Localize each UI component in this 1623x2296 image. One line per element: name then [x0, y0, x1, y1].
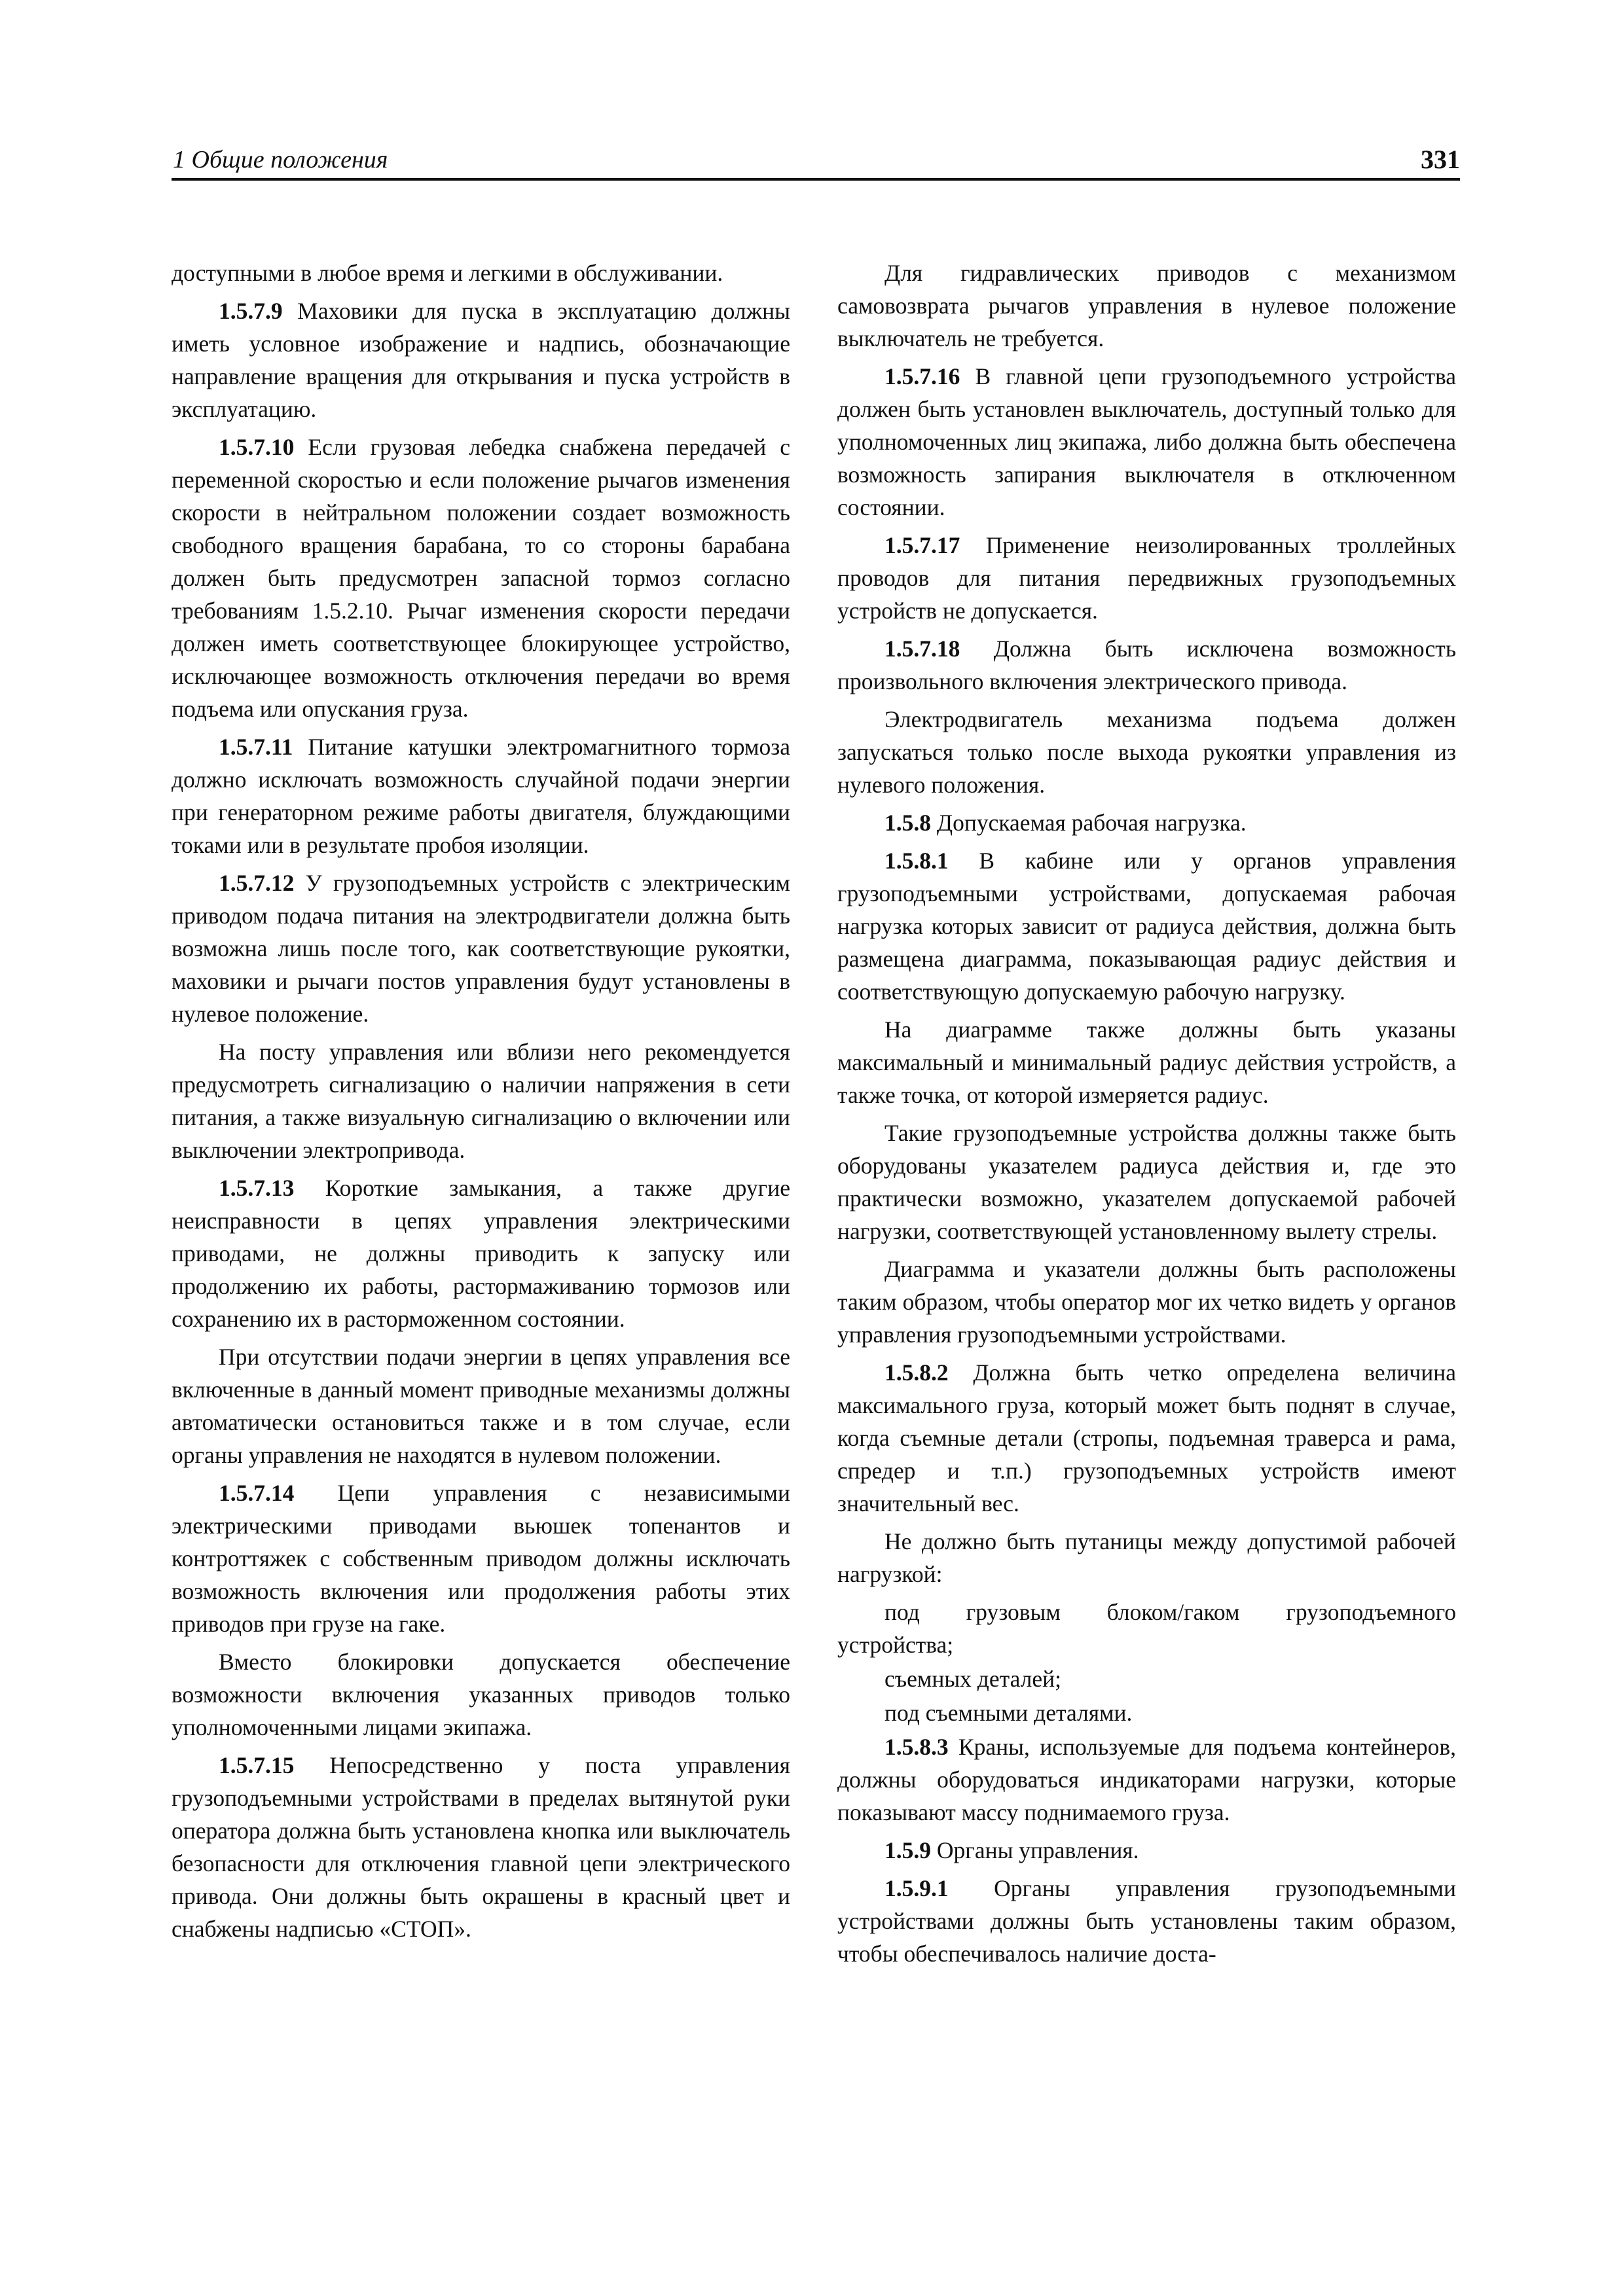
clause-paragraph	[172, 867, 790, 1030]
right-column	[837, 257, 1456, 1975]
clause-number: 1.5.9.1	[884, 1875, 949, 1901]
paragraph-text: под съемными деталями.	[884, 1700, 1133, 1726]
paragraph	[172, 1645, 790, 1744]
clause-number: 1.5.7.13	[219, 1175, 295, 1201]
paragraph-text: Непосредственно у поста управления грузоподъемными устройствами в пределах вытянутой руки оператора должна быть установлена кнопка или выключатель безопасности для отключения главной цепи электрического привода. Они должны быть окрашены в красный цвет и снабжены надписью «СТОП».	[172, 1752, 790, 1942]
paragraph	[837, 1117, 1456, 1247]
paragraph	[837, 257, 1456, 355]
clause-paragraph	[837, 1872, 1456, 1970]
paragraph-text: Органы управления грузоподъемными устройствами должны быть установлены таким образом, чтобы обеспечивалось наличие доста-	[837, 1875, 1456, 1967]
running-header	[172, 139, 1460, 181]
clause-paragraph	[172, 431, 790, 725]
paragraph-text: Органы управления.	[936, 1837, 1139, 1863]
clause-paragraph	[172, 1477, 790, 1640]
paragraph-text: доступными в любое время и легкими в обслуживании.	[172, 260, 723, 286]
clause-paragraph	[837, 632, 1456, 698]
clause-paragraph	[837, 1356, 1456, 1520]
paragraph	[172, 1340, 790, 1471]
clause-number: 1.5.9	[884, 1837, 931, 1863]
clause-number: 1.5.7.18	[884, 636, 960, 662]
clause-number: 1.5.8.3	[884, 1734, 949, 1760]
clause-paragraph	[837, 360, 1456, 524]
paragraph-text: Допускаемая рабочая нагрузка.	[936, 810, 1247, 836]
paragraph-text: На посту управления или вблизи него рекомендуется предусмотреть сигнализацию о наличии напряжения в сети питания, а также визуальную сигнализацию о включении или выключении электропривода.	[172, 1039, 790, 1163]
left-column	[172, 257, 790, 1950]
paragraph-text: В главной цепи грузоподъемного устройства должен быть установлен выключатель, доступный только для уполномоченных лиц экипажа, либо должна быть обеспечена возможность запирания выключателя в отключенном состоянии.	[837, 363, 1457, 520]
paragraph-text: Электродвигатель механизма подъема должен запускаться только после выхода рукоятки управления из нулевого положения.	[837, 706, 1456, 798]
clause-paragraph	[837, 1834, 1456, 1867]
paragraph-text: Питание катушки электромагнитного тормоза должно исключать возможность случайной подачи энергии при генераторном режиме работы двигателя, блуждающими токами или в результате пробоя изоляции.	[172, 734, 790, 858]
list-item	[837, 1696, 1456, 1729]
clause-number: 1.5.8.2	[884, 1359, 949, 1386]
paragraph-text: При отсутствии подачи энергии в цепях управления все включенные в данный момент приводные механизмы должны автоматически остановиться также и в том случае, если органы управления не находятся в нулевом положении.	[172, 1344, 790, 1468]
clause-number: 1.5.7.14	[219, 1480, 295, 1506]
clause-paragraph	[837, 1731, 1456, 1829]
paragraph-text: Для гидравлических приводов с механизмом самовозврата рычагов управления в нулевое положение выключатель не требуется.	[837, 260, 1456, 351]
paragraph-text: Маховики для пуска в эксплуатацию должны иметь условное изображение и надпись, обозначающие направление вращения для открывания и пуска устройств в эксплуатацию.	[172, 298, 791, 422]
clause-number: 1.5.8	[884, 810, 931, 836]
clause-paragraph	[172, 1749, 790, 1945]
clause-number: 1.5.7.12	[219, 870, 295, 896]
paragraph-text: Должна быть исключена возможность произвольного включения электрического привода.	[837, 636, 1457, 694]
paragraph-text: У грузоподъемных устройств с электрическим приводом подача питания на электродвигатели должна быть возможна лишь после того, как соответствующие рукоятки, маховики и рычаги постов управления будут установлены в нулевое положение.	[172, 870, 790, 1027]
paragraph-text: Должна быть четко определена величина максимального груза, который может быть поднят в случае, когда съемные детали (стропы, подъемная траверса и рама, спредер и т.п.) грузоподъемных устройств имеют значительный вес.	[837, 1359, 1456, 1516]
paragraph	[172, 257, 790, 289]
clause-number: 1.5.8.1	[884, 848, 949, 874]
paragraph-text: Применение неизолированных троллейных проводов для питания передвижных грузоподъемных устройств не допускается.	[837, 532, 1456, 624]
paragraph-text: под грузовым блоком/гаком грузоподъемного устройства;	[837, 1599, 1456, 1658]
clause-paragraph	[172, 730, 790, 861]
clause-number: 1.5.7.9	[219, 298, 283, 324]
paragraph	[837, 1013, 1456, 1111]
paragraph	[837, 703, 1456, 801]
clause-number: 1.5.7.10	[219, 434, 295, 460]
paragraph-text: съемных деталей;	[884, 1666, 1061, 1692]
clause-paragraph	[837, 806, 1456, 839]
paragraph-text: Если грузовая лебедка снабжена передачей с переменной скоростью и если положение рычагов изменения скорости в нейтральном положении создает возможность свободного вращения барабана, то со стороны барабана должен быть предусмотрен запасной тормоз согласно требованиям 1.5.2.10. Рычаг изменения скорости передачи должен иметь соответствующее блокирующее устройство, исключающее возможность отключения передачи во время подъема или опускания груза.	[172, 434, 791, 722]
clause-paragraph	[172, 1172, 790, 1335]
paragraph-text: Вместо блокировки допускается обеспечение возможности включения указанных приводов только уполномоченными лицами экипажа.	[172, 1649, 790, 1740]
paragraph	[837, 1525, 1456, 1590]
list-item	[837, 1662, 1456, 1695]
paragraph	[837, 1253, 1456, 1351]
page-number: 331	[1421, 145, 1460, 174]
paragraph	[172, 1035, 790, 1166]
paragraph-text: Такие грузоподъемные устройства должны также быть оборудованы указателем радиуса действия и, где это практически возможно, указателем допускаемой рабочей нагрузки, соответствующей установленному вылету стрелы.	[837, 1120, 1456, 1244]
paragraph-text: Не должно быть путаницы между допустимой рабочей нагрузкой:	[837, 1528, 1456, 1587]
clause-number: 1.5.7.15	[219, 1752, 295, 1778]
paragraph-text: Короткие замыкания, а также другие неисправности в цепях управления электрическими приводами, не должны приводить к запуску или продолжению их работы, растормаживанию тормозов или сохранению их в расторможенном состоянии.	[172, 1175, 790, 1332]
paragraph-text: На диаграмме также должны быть указаны максимальный и минимальный радиус действия устройств, а также точка, от которой измеряется радиус.	[837, 1016, 1456, 1108]
clause-paragraph	[837, 529, 1456, 627]
paragraph-text: Диаграмма и указатели должны быть расположены таким образом, чтобы оператор мог их четко видеть у органов управления грузоподъемными устройствами.	[837, 1256, 1456, 1348]
clause-number: 1.5.7.16	[884, 363, 960, 389]
paragraph-text: В кабине или у органов управления грузоподъемными устройствами, допускаемая рабочая нагрузка которых зависит от радиуса действия, должна быть размещена диаграмма, показывающая радиус действия и соответствующую допускаемую рабочую нагрузку.	[837, 848, 1457, 1005]
paragraph-text: Краны, используемые для подъема контейнеров, должны оборудоваться индикаторами нагрузки, которые показывают массу поднимаемого груза.	[837, 1734, 1456, 1825]
list-item	[837, 1596, 1456, 1661]
clause-paragraph	[172, 295, 790, 425]
clause-number: 1.5.7.17	[884, 532, 960, 558]
clause-number: 1.5.7.11	[219, 734, 293, 760]
clause-paragraph	[837, 844, 1456, 1008]
paragraph-text: Цепи управления с независимыми электрическими приводами вьюшек топенантов и контроттяжек с собственным приводом должны исключать возможность включения или продолжения работы этих приводов при грузе на гаке.	[172, 1480, 790, 1637]
section-title: 1 Общие положения	[173, 146, 388, 173]
